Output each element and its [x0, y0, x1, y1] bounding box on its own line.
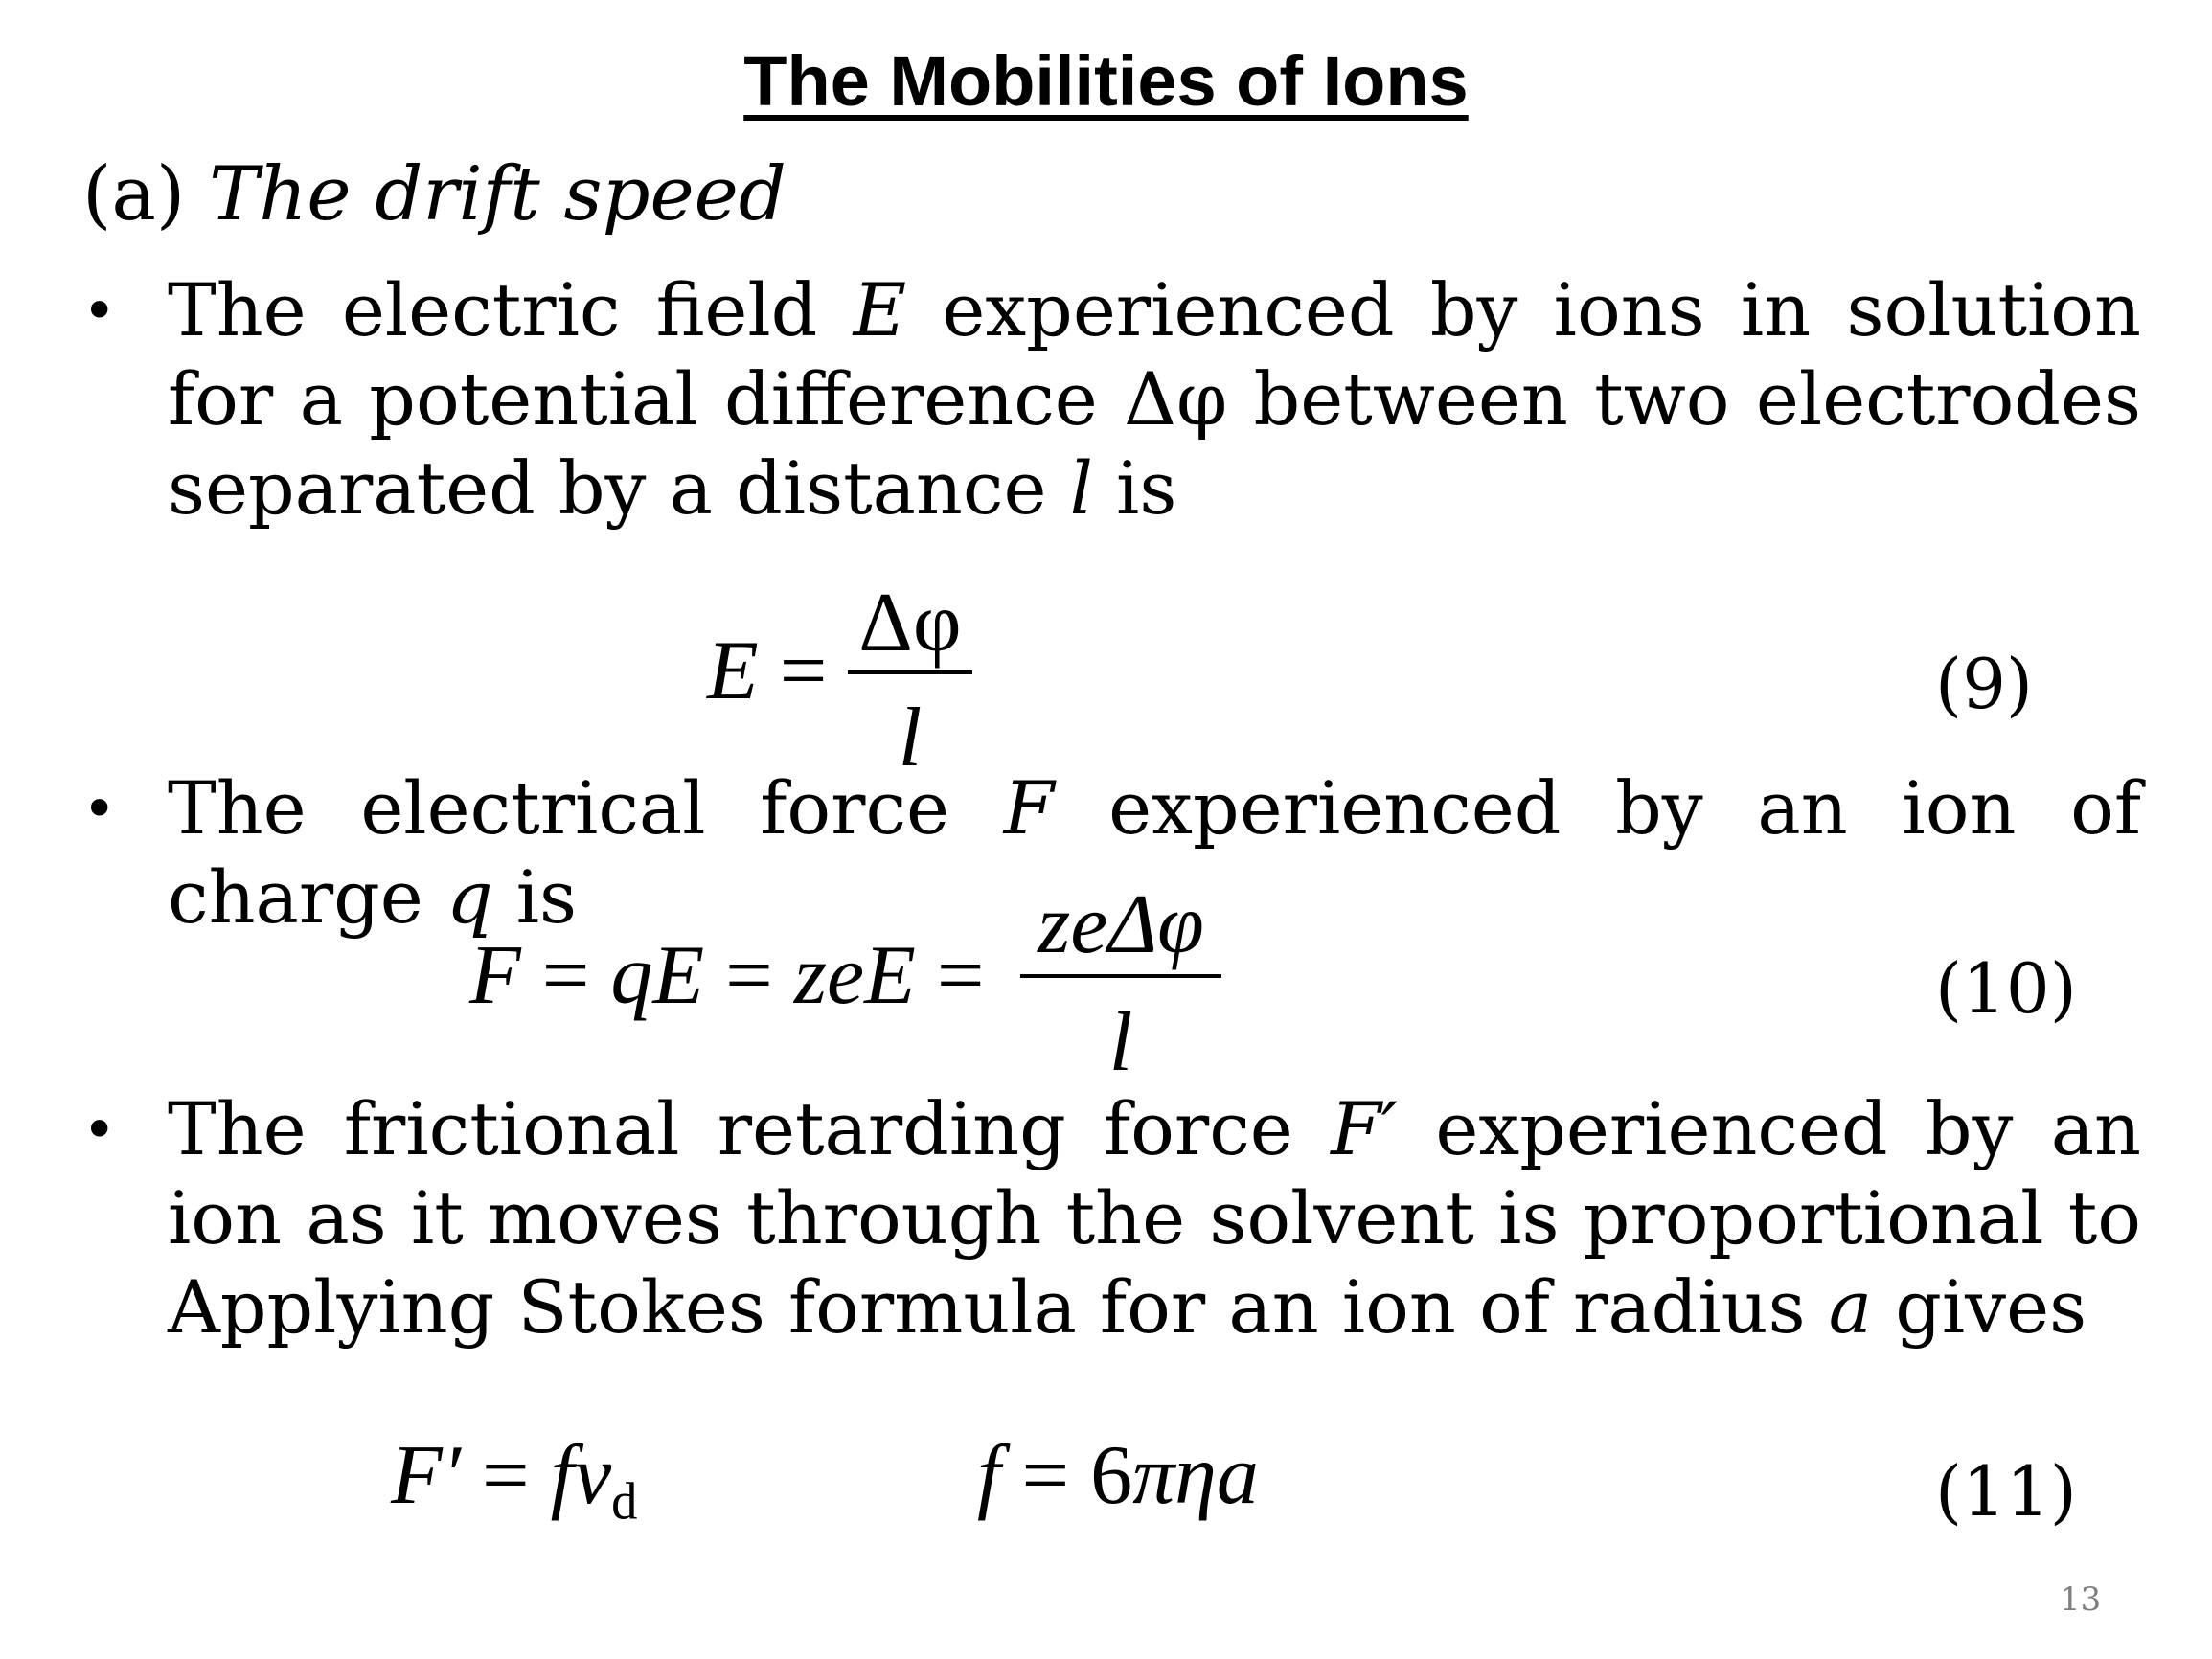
equation-10-lhs: F = qE = zeE =: [469, 929, 985, 1022]
equation-10-denominator: l: [1108, 996, 1133, 1089]
paragraph-electrical-force: The electrical force F experienced by an ion of charge q is: [168, 765, 2142, 940]
section-heading: (a) The drift speed: [82, 151, 787, 238]
page-number: 13: [2060, 1580, 2102, 1619]
equation-11-lhs: $F' = fv_d$: [391, 1429, 638, 1531]
equation-10-label: (10): [1935, 948, 2077, 1029]
equation-9-denominator: l: [898, 692, 923, 784]
bullet-marker: •: [82, 278, 117, 345]
equation-9-numerator: Δφ: [858, 577, 962, 670]
paragraph-frictional-force: The frictional retarding force F′ experienced by an ion as it moves through the solvent is proportional to: [168, 1086, 2141, 1261]
equation-11-label: (11): [1935, 1451, 2077, 1532]
paragraph-electric-field: The electric field E experienced by ions in solution for a potential difference Δφ between two electrodes separated by a distance l is: [168, 267, 2142, 531]
equation-9-lhs: E =: [707, 625, 828, 717]
equation-9-label: (9): [1935, 644, 2033, 724]
equation-11-rhs: f = 6πηa: [977, 1429, 1259, 1522]
bullet-marker: •: [82, 1097, 117, 1164]
slide-title: The Mobilities of Ions: [743, 41, 1469, 121]
paragraph-stokes: Applying Stokes formula for an ion of radius a gives: [168, 1264, 2087, 1350]
equation-10-fraction-bar: [1020, 974, 1221, 978]
bullet-marker: •: [82, 776, 117, 843]
equation-9-fraction-bar: [848, 670, 972, 674]
equation-10-numerator: zeΔφ: [1038, 878, 1204, 971]
